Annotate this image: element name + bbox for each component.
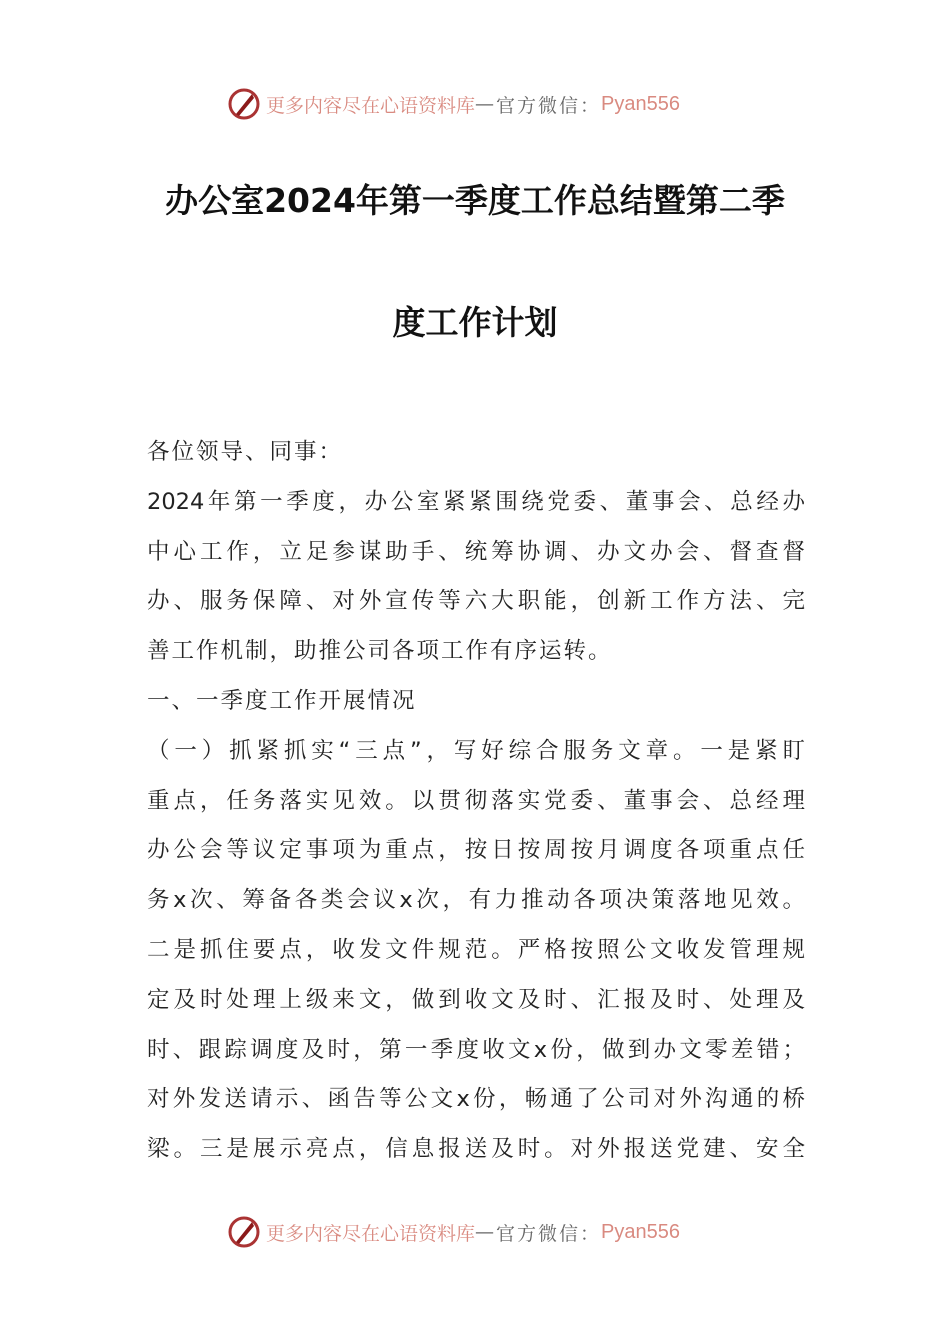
text-line: 办、服务保障、对外宣传等六大职能，创新工作方法、完 <box>147 588 805 615</box>
pen-logo-icon <box>226 86 262 122</box>
text-line: 二是抓住要点，收发文件规范。严格按照公文收发管理规 <box>147 936 805 963</box>
doc-title-line-2: 度工作计划 <box>392 303 558 342</box>
text-line: 务x次、筹备各类会议x次，有力推动各项决策落地见效。 <box>147 887 805 914</box>
text-line: 对外发送请示、函告等公文x份，畅通了公司对外沟通的桥 <box>147 1086 805 1113</box>
pen-logo-icon <box>226 1214 262 1250</box>
doc-title-line-1: 办公室2024年第一季度工作总结暨第二季 <box>165 181 785 220</box>
watermark-site: 更多内容尽在心语资料库 <box>266 94 476 117</box>
watermark-sep: — <box>475 1221 497 1243</box>
text-line: （一）抓紧抓实“三点”，写好综合服务文章。一是紧盯 <box>147 737 805 764</box>
watermark-site: 更多内容尽在心语资料库 <box>266 1222 476 1245</box>
watermark-id: Pyan556 <box>601 92 680 115</box>
watermark-sep: — <box>475 93 497 115</box>
text-line: 一、一季度工作开展情况 <box>147 687 417 714</box>
text-line: 办公会等议定事项为重点，按日按周按月调度各项重点任 <box>147 837 805 864</box>
footer-watermark <box>226 1212 726 1252</box>
text-line: 梁。三是展示亮点，信息报送及时。对外报送党建、安全 <box>147 1136 805 1163</box>
watermark-label: 官方微信： <box>496 1222 602 1245</box>
text-line: 2024年第一季度，办公室紧紧围绕党委、董事会、总经办 <box>147 488 805 515</box>
text-line: 定及时处理上级来文，做到收文及时、汇报及时、处理及 <box>147 986 805 1013</box>
text-line: 时、跟踪调度及时，第一季度收文x份，做到办文零差错； <box>147 1036 805 1063</box>
text-line: 中心工作，立足参谋助手、统筹协调、办文办会、督查督 <box>147 538 805 565</box>
text-line: 善工作机制，助推公司各项工作有序运转。 <box>147 638 613 665</box>
text-line: 各位领导、同事： <box>147 439 344 465</box>
document-body <box>147 428 805 1175</box>
watermark-id: Pyan556 <box>601 1220 680 1243</box>
header-watermark <box>226 84 726 124</box>
watermark-label: 官方微信： <box>496 94 602 117</box>
text-line: 重点，任务落实见效。以贯彻落实党委、董事会、总经理 <box>147 787 805 814</box>
